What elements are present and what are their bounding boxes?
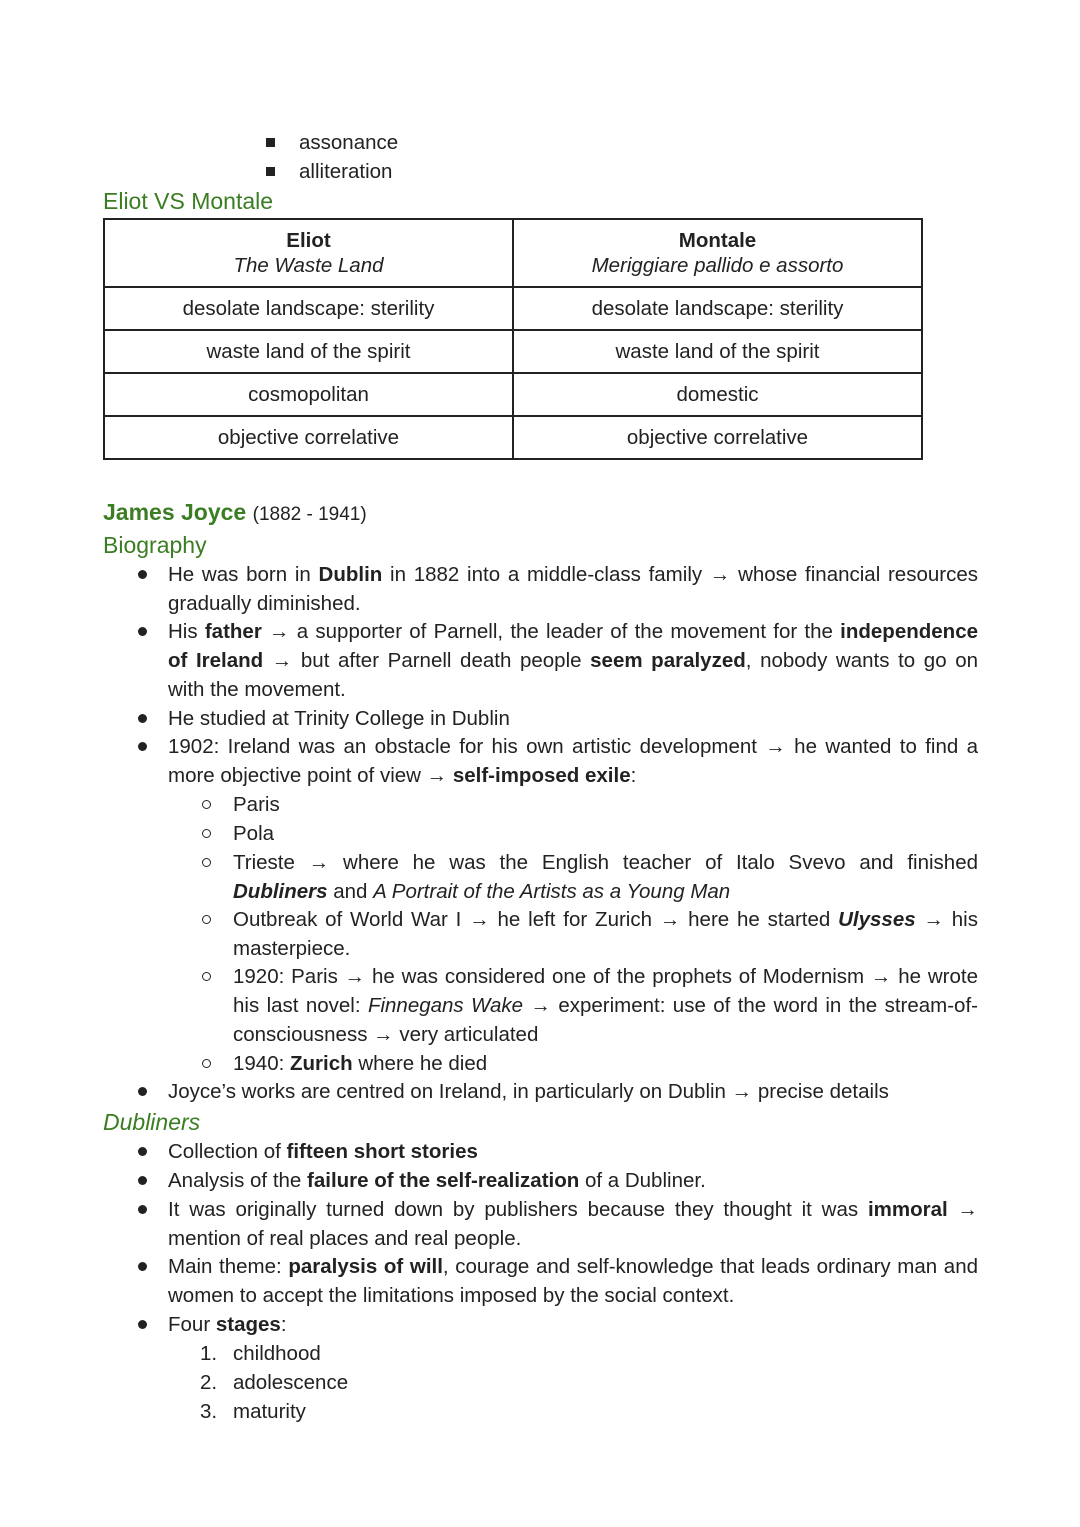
author-heading <box>103 498 367 529</box>
bullet-icon <box>138 742 147 751</box>
bullet-icon <box>138 1262 147 1271</box>
table-cell: desolate landscape: sterility <box>104 287 513 330</box>
author-name: Montale <box>678 229 757 252</box>
bullet-icon <box>138 1176 147 1185</box>
author-name: James Joyce <box>103 499 247 525</box>
circle-bullet-icon <box>202 800 211 809</box>
table-cell: objective correlative <box>104 416 513 459</box>
circle-bullet-icon <box>202 829 211 838</box>
circle-bullet-icon <box>202 915 211 924</box>
author-years: (1882 - 1941) <box>252 504 367 525</box>
section-heading-biography: Biography <box>103 532 207 558</box>
comparison-table <box>103 218 923 460</box>
square-bullet-icon <box>266 167 275 176</box>
section-heading-dubliners: Dubliners <box>103 1109 201 1135</box>
work-title: The Waste Land <box>233 254 384 277</box>
table-row <box>104 330 922 373</box>
bullet-icon <box>138 1205 147 1214</box>
table-header-cell <box>513 219 922 287</box>
document-page: assonance alliteration Eliot VS Montale Eliot The Waste Land Montale Meriggiare pallido e assorto desolate landscape: sterility desolate landscape: sterility waste land of the spirit waste land of the spirit cosmopolitan domestic objective correlative objective correlative James Joyce (1882 - 1941) Biography He was born in Dublin in 1882 into a middle-class family → whose financial resources gradually diminished. His father → a supporter of Parnell, the leader of the movement for the independence of Ireland → but after Parnell death people seem paralyzed, nobody wants to go on with the movement. He studied at Trinity College in Dublin 1902: Ireland was an obstacle for his own artistic development → he wanted to find a more objective point of view → self-imposed exile: Paris Pola Trieste → where he was the English teacher of Italo Svevo and finished Dubliners and A Portrait of the Artists as a Young Man Outbreak of World War I → he left for Zurich → here he started Ulysses → his masterpiece. 1920: Paris → he was considered one of the prophets of Modernism → he wrote his last novel: Finnegans Wake → experiment: use of the word in the stream-of-consciousness → very articulated 1940: Zurich where he died Joyce’s works are centred on Ireland, in particularly on Dublin → precise details Dubliners Collection of fifteen short stories Analysis of the failure of the self-realization of a Dubliner. It was originally turned down by publishers because they thought it was immoral → mention of real places and real people. Main theme: paralysis of will, courage and self-knowledge that leads ordinary man and women to accept the limitations imposed by the social context. Four stages: 1. childhood 2. adolescence 3. maturity <box>103 131 979 1423</box>
table-cell: cosmopolitan <box>104 373 513 416</box>
work-title: Meriggiare pallido e assorto <box>591 254 844 277</box>
bullet-icon <box>138 570 147 579</box>
table-cell: waste land of the spirit <box>513 330 922 373</box>
table-cell: objective correlative <box>513 416 922 459</box>
bullet-icon <box>138 1087 147 1096</box>
bullet-icon <box>138 1320 147 1329</box>
table-header-row <box>104 219 922 287</box>
bullet-icon <box>138 627 147 636</box>
table-header-cell <box>104 219 513 287</box>
bullet-icon <box>138 714 147 723</box>
table-row <box>104 287 922 330</box>
circle-bullet-icon <box>202 1059 211 1068</box>
table-row <box>104 373 922 416</box>
table-cell: waste land of the spirit <box>104 330 513 373</box>
circle-bullet-icon <box>202 858 211 867</box>
circle-bullet-icon <box>202 972 211 981</box>
table-cell: domestic <box>513 373 922 416</box>
author-name: Eliot <box>286 229 331 252</box>
table-row <box>104 416 922 459</box>
section-heading-eliot-montale: Eliot VS Montale <box>103 188 274 214</box>
table-cell: desolate landscape: sterility <box>513 287 922 330</box>
bullet-icon <box>138 1147 147 1156</box>
square-bullet-icon <box>266 138 275 147</box>
